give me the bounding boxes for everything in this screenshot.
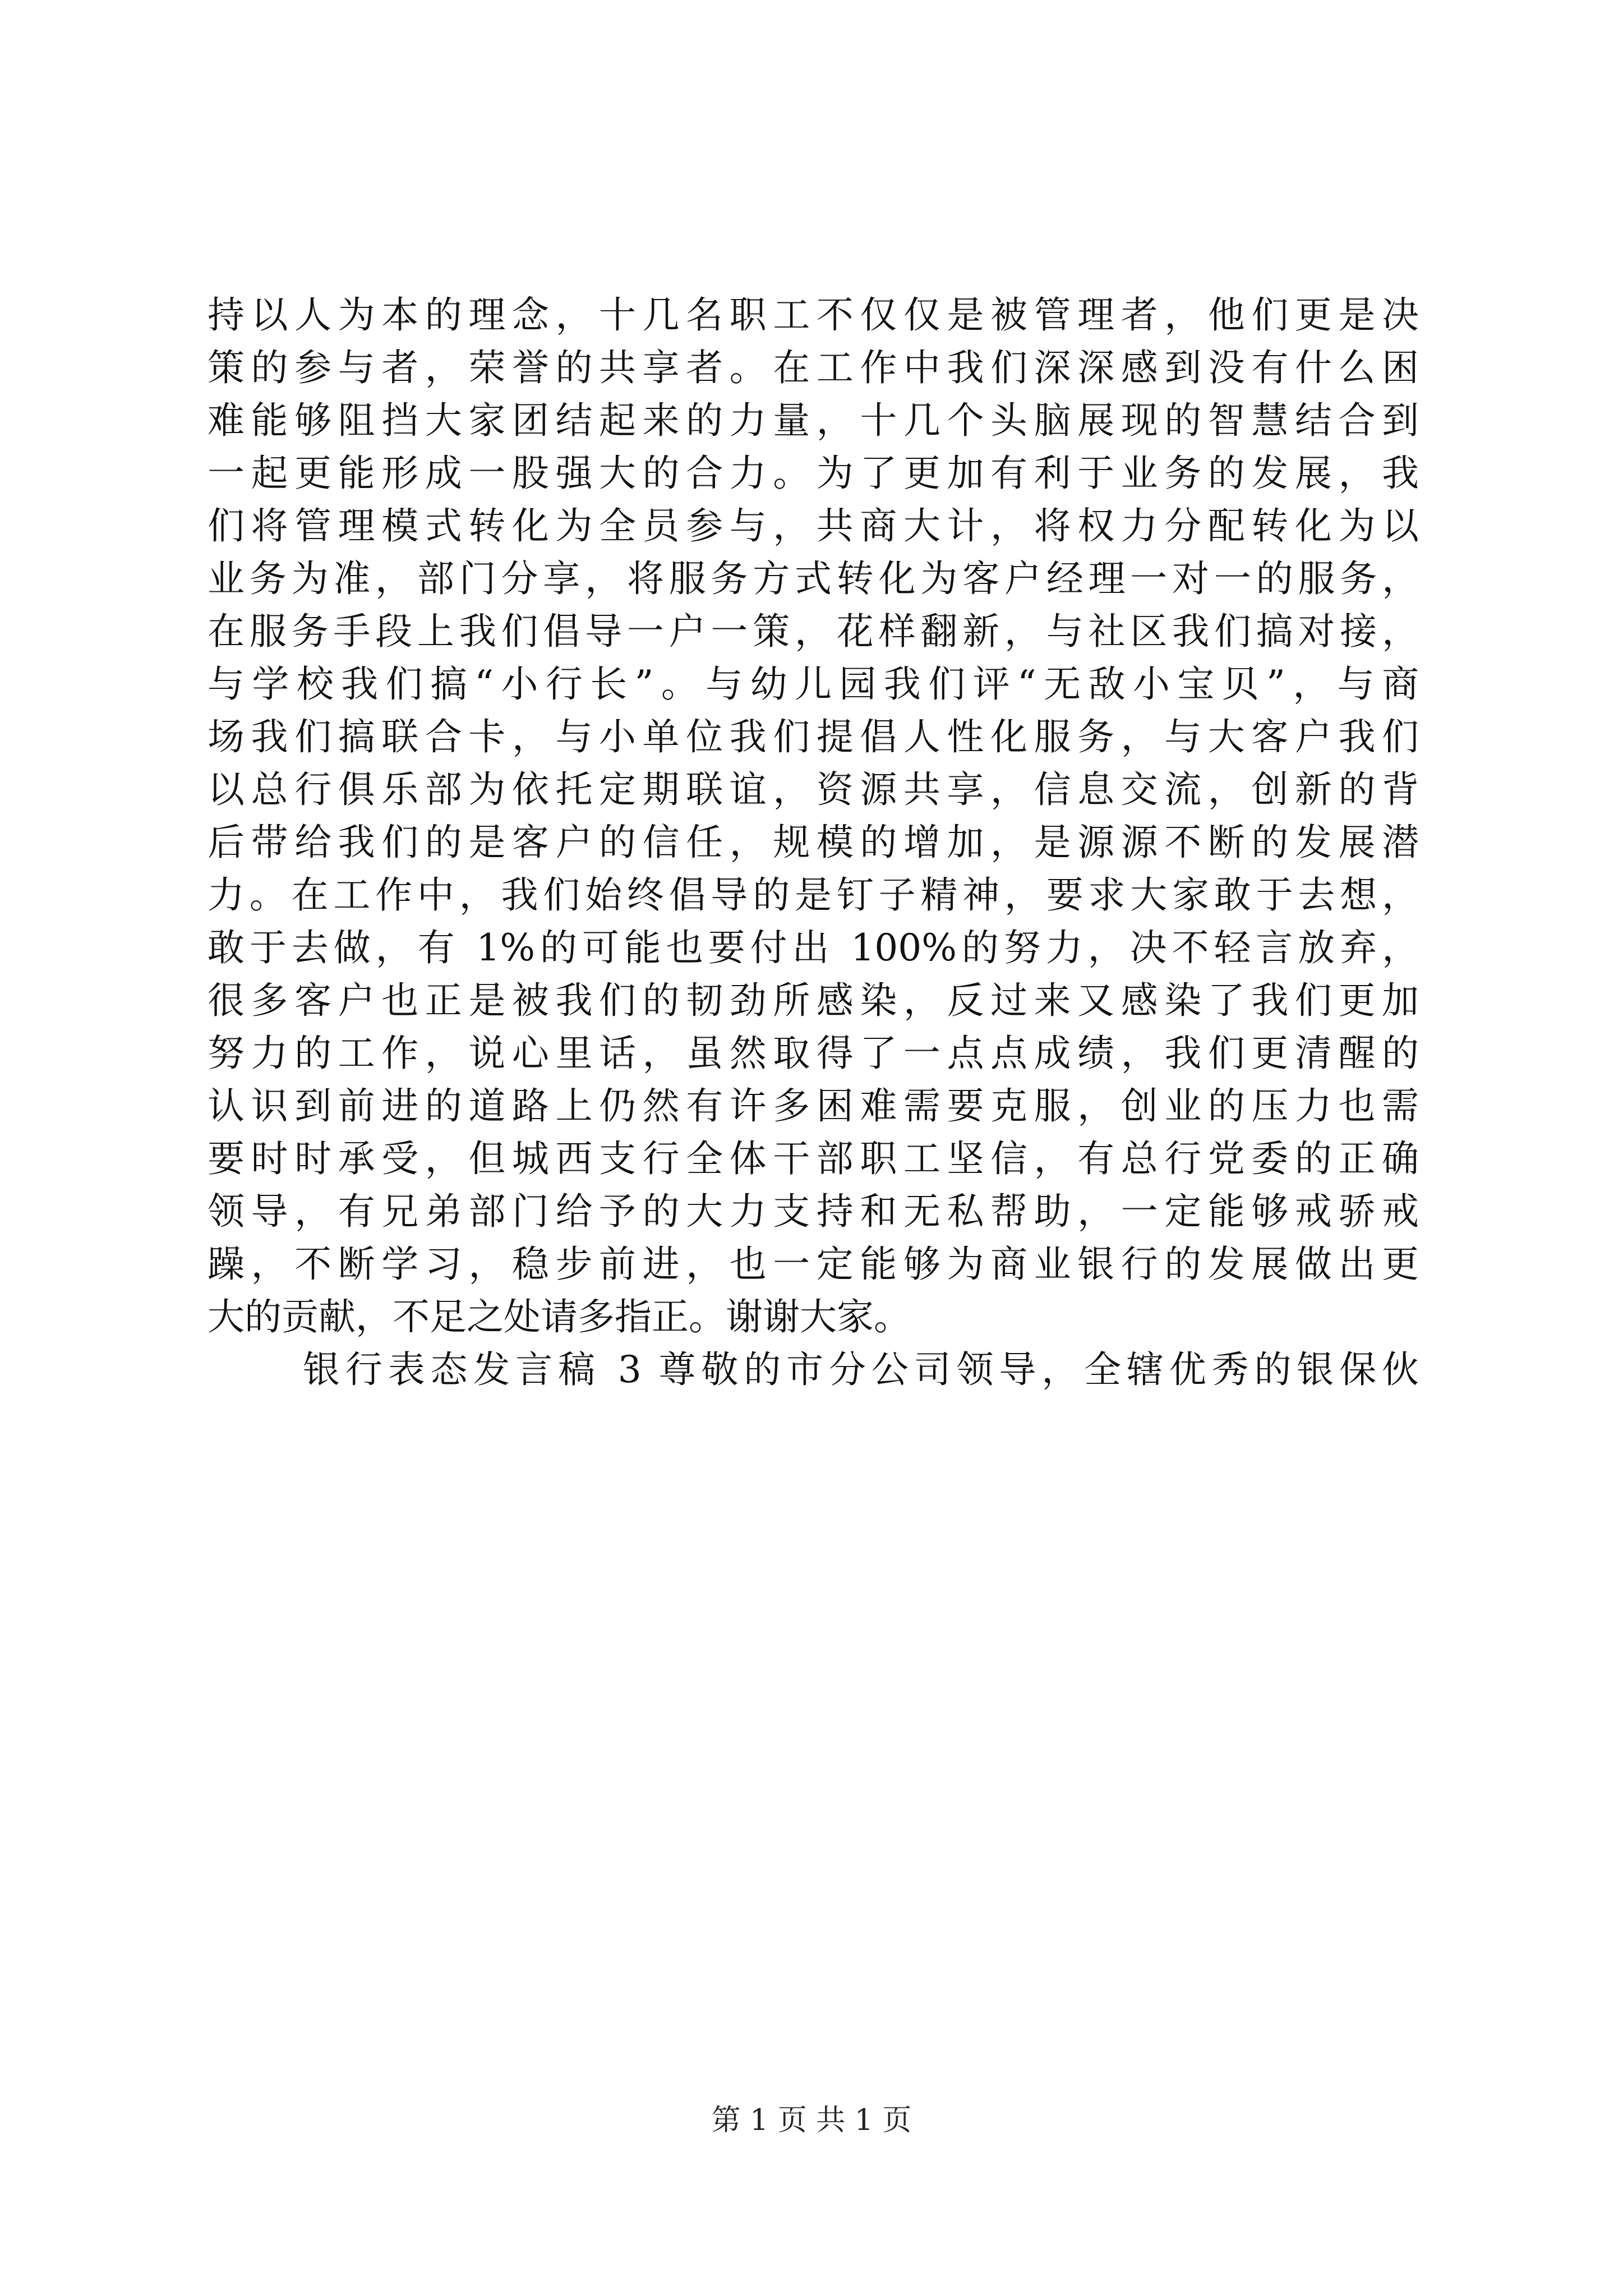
body-line: 敢于去做，有 1%的可能也要付出 100%的努力，决不轻言放弃， bbox=[208, 926, 1419, 969]
body-line: 持以人为本的理念，十几名职工不仅仅是被管理者，他们更是决 bbox=[208, 293, 1419, 337]
body-line: 领导，有兄弟部门给予的大力支持和无私帮助，一定能够戒骄戒 bbox=[208, 1190, 1419, 1233]
document-body bbox=[208, 289, 1419, 1396]
body-line: 努力的工作，说心里话，虽然取得了一点点成绩，我们更清醒的 bbox=[208, 1032, 1419, 1075]
body-line: 认识到前进的道路上仍然有许多困难需要克服，创业的压力也需 bbox=[208, 1084, 1419, 1128]
body-line: 要时时承受，但城西支行全体干部职工坚信，有总行党委的正确 bbox=[208, 1137, 1419, 1180]
body-line: 们将管理模式转化为全员参与，共商大计，将权力分配转化为以 bbox=[208, 504, 1419, 547]
body-line: 以总行俱乐部为依托定期联谊，资源共享，信息交流，创新的背 bbox=[208, 768, 1419, 811]
body-line: 很多客户也正是被我们的韧劲所感染，反过来又感染了我们更加 bbox=[208, 979, 1419, 1022]
body-line: 后带给我们的是客户的信任，规模的增加，是源源不断的发展潜 bbox=[208, 821, 1419, 864]
body-line: 与学校我们搞“小行长”。与幼儿园我们评“无敌小宝贝”，与商 bbox=[208, 662, 1419, 706]
body-line: 银行表态发言稿 3 尊敬的市分公司领导，全辖优秀的银保伙 bbox=[303, 1348, 1419, 1391]
body-line: 躁，不断学习，稳步前进，也一定能够为商业银行的发展做出更 bbox=[208, 1243, 1419, 1286]
body-line: 力。在工作中，我们始终倡导的是钉子精神，要求大家敢于去想， bbox=[208, 873, 1419, 917]
body-line: 业务为准，部门分享，将服务方式转化为客户经理一对一的服务， bbox=[208, 557, 1419, 600]
body-line: 难能够阻挡大家团结起来的力量，十几个头脑展现的智慧结合到 bbox=[208, 399, 1419, 442]
body-line: 策的参与者，荣誉的共享者。在工作中我们深深感到没有什么困 bbox=[208, 346, 1419, 389]
body-line: 场我们搞联合卡，与小单位我们提倡人性化服务，与大客户我们 bbox=[208, 715, 1419, 758]
body-line: 一起更能形成一股强大的合力。为了更加有利于业务的发展，我 bbox=[208, 452, 1419, 495]
body-line: 在服务手段上我们倡导一户一策，花样翻新，与社区我们搞对接， bbox=[208, 610, 1419, 653]
page-footer: 第 1 页 共 1 页 bbox=[711, 2104, 912, 2137]
body-line: 大的贡献，不足之处请多指正。谢谢大家。 bbox=[208, 1295, 911, 1338]
